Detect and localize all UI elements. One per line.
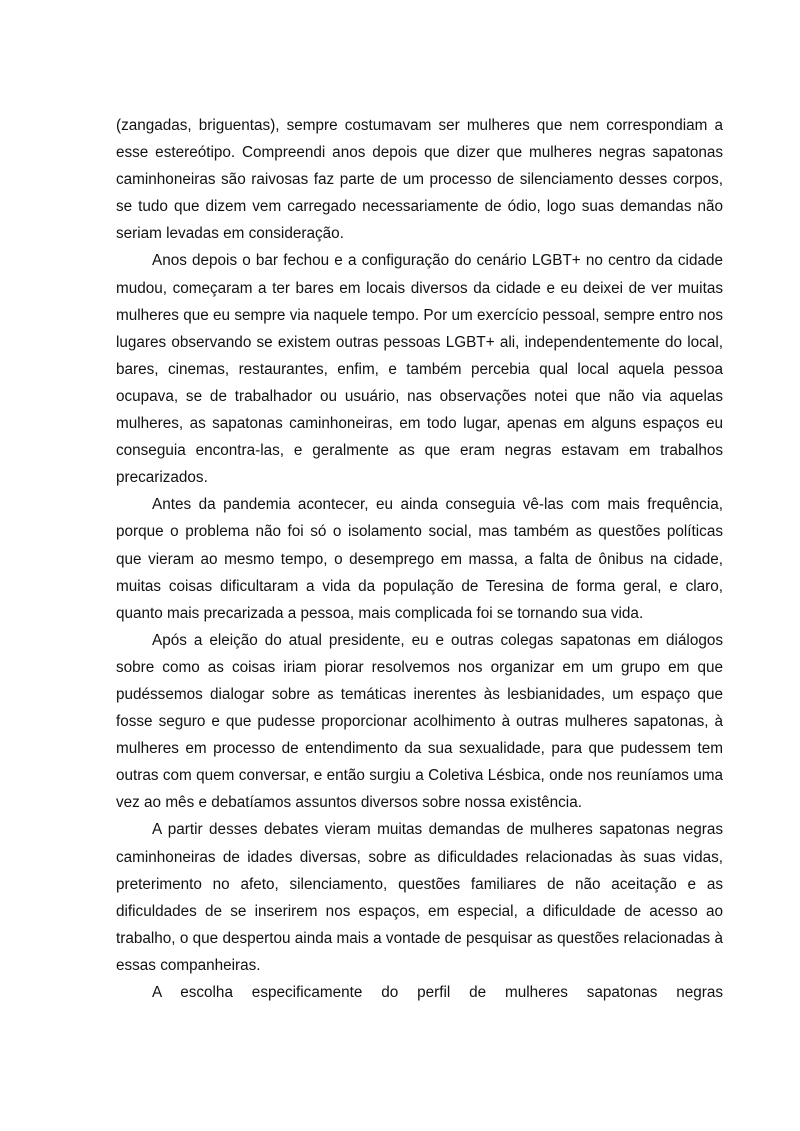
paragraph-1: (zangadas, briguentas), sempre costumavam ser mulheres que nem correspondiam a esse estereótipo. Compreendi anos depois que dizer que mulheres negras sapatonas caminhoneiras são raivosas faz parte de um processo de silenciamento desses corpos, se tudo que dizem vem carregado necessariamente de ódio, logo suas demandas não seriam levadas em consideração.: [116, 117, 723, 243]
paragraph-4: Após a eleição do atual presidente, eu e outras colegas sapatonas em diálogos sobre como as coisas iriam piorar resolvemos nos organizar em um grupo em que pudéssemos dialogar sobre as temáticas inerentes às lesbianidades, um espaço que fosse seguro e que pudesse proporcionar acolhimento à outras mulheres sapatonas, à mulheres em processo de entendimento da sua sexualidade, para que pudessem tem outras com quem conversar, e então surgiu a Coletiva Lésbica, onde nos reuníamos uma vez ao mês e debatíamos assuntos diversos sobre nossa existência.: [116, 631, 723, 812]
paragraph-3: Antes da pandemia acontecer, eu ainda conseguia vê-las com mais frequência, porque o problema não foi só o isolamento social, mas também as questões políticas que vieram ao mesmo tempo, o desemprego em massa, a falta de ônibus na cidade, muitas coisas dificultaram a vida da população de Teresina de forma geral, e claro, quanto mais precarizada a pessoa, mais complicada foi se tornando sua vida.: [116, 496, 723, 622]
body-text: [116, 112, 723, 1006]
paragraph-5: A partir desses debates vieram muitas demandas de mulheres sapatonas negras caminhoneiras de idades diversas, sobre as dificuldades relacionadas às suas vidas, preterimento no afeto, silenciamento, questões familiares de não aceitação e as dificuldades de se inserirem nos espaços, em especial, a dificuldade de acesso ao trabalho, o que despertou ainda mais a vontade de pesquisar as questões relacionadas à essas companheiras.: [116, 821, 723, 974]
paragraph-2: Anos depois o bar fechou e a configuração do cenário LGBT+ no centro da cidade mudou, começaram a ter bares em locais diversos da cidade e eu deixei de ver muitas mulheres que eu sempre via naquele tempo. Por um exercício pessoal, sempre entro nos lugares observando se existem outras pessoas LGBT+ ali, independentemente do local, bares, cinemas, restaurantes, enfim, e também percebia qual local aquela pessoa ocupava, se de trabalhador ou usuário, nas observações notei que não via aquelas mulheres, as sapatonas caminhoneiras, em todo lugar, apenas em alguns espaços eu conseguia encontra-las, e geralmente as que eram negras estavam em trabalhos precarizados.: [116, 252, 723, 487]
paragraph-6: A escolha especificamente do perfil de mulheres sapatonas negras: [152, 984, 723, 1001]
